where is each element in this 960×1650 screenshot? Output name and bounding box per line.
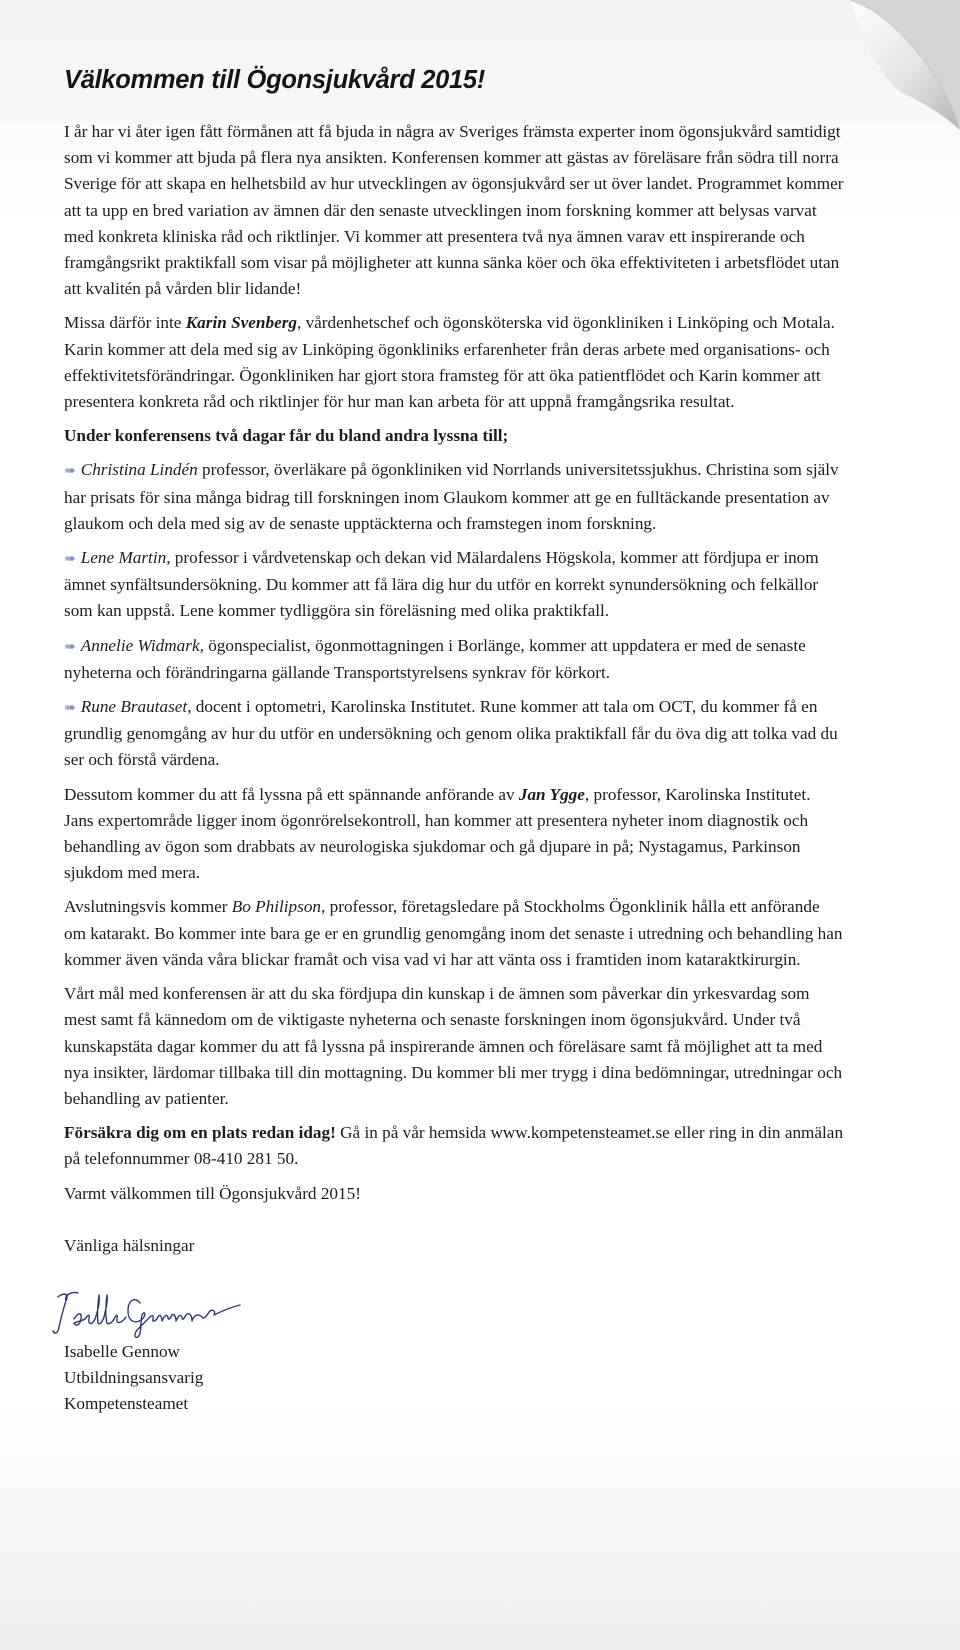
speaker-text: , docent i optometri, Karolinska Institutet. Rune kommer att tala om OCT, du kommer få en grundlig genomgång av hur du utför en undersökning och genom olika praktikfall får du öva dig att tolka vad du ser och förstå värdena. (64, 697, 838, 770)
speakers-heading: Under konferensens två dagar får du bland andra lyssna till; (64, 426, 509, 446)
right-arrow-icon: ➠ (64, 463, 76, 480)
speaker-name: Annelie Widmark, (80, 635, 204, 655)
page-curl-decoration (850, 0, 960, 130)
cta-bold: Försäkra dig om en plats redan idag! (64, 1123, 336, 1143)
speaker-item (64, 545, 844, 625)
signer-organization: Kompetensteamet (64, 1394, 189, 1414)
speaker-name: Christina Lindén (80, 460, 198, 480)
signer-role: Utbildningsansvarig (64, 1368, 204, 1388)
speaker-name: Lene Martin (80, 548, 167, 568)
welcome-line: Varmt välkommen till Ögonsjukvård 2015! (64, 1183, 361, 1203)
karin-paragraph (64, 310, 844, 415)
speaker-name-karin: Karin Svenberg (185, 313, 297, 333)
greeting: Vänliga hälsningar (64, 1235, 195, 1255)
speaker-item (64, 694, 844, 774)
speaker-text: , professor i vårdvetenskap och dekan vid Mälardalens Högskola, kommer att fördjupa er inom ämnet synfältsundersökning. Du kommer att få lära dig hur du utför en korrekt synundersökning och felkällor som kan uppstå. Lene kommer tydliggöra sin föreläsning med olika praktikfall. (64, 548, 819, 621)
page-title: Välkommen till Ögonsjukvård 2015! (64, 66, 485, 94)
speaker-name-jan: Jan Ygge (518, 784, 585, 804)
intro-paragraph: I år har vi åter igen fått förmånen att få bjuda in några av Sveriges främsta experter inom ögonsjukvård samtidigt som vi kommer att bjuda på flera nya ansikten. Konferensen kommer att gästas av föreläsare från södra till norra Sverige för att skapa en helhetsbild av hur utvecklingen av ögonsjukvård ser ut över landet. Programmet kommer att ta upp en bred variation av ämnen där den senaste utvecklingen inom forskning kommer att belysas varvat med konkreta kliniska råd och riktlinjer. Vi kommer att presentera två nya ämnen varav ett inspirerande och framgångsrikt praktikfall som visar på möjligheter att kunna sänka köer och öka effektiviteten i arbetsflödet utan att kvalitén på vården blir lidande! (64, 122, 844, 299)
speaker-item (64, 633, 844, 686)
handwritten-signature (52, 1289, 242, 1339)
signature-block (64, 1339, 844, 1418)
cta-text: Gå in på vår hemsida www.kompetensteamet.se eller ring in din anmälan på telefonnummer 08-410 281 50. (64, 1123, 844, 1169)
speaker-text: professor, överläkare på ögonkliniken vid Norrlands universitetssjukhus. Christina som själv har prisats för sina många bidrag till forskningen inom Glaukom kommer att ge en fulltäckande presentation av glaukom och dela med sig av de senaste upptäckterna och framstegen inom forskning. (64, 460, 839, 533)
letter-content (64, 66, 844, 1418)
karin-before: Missa därför inte (64, 313, 186, 333)
karin-after: , vårdenhetschef och ögonsköterska vid ögonkliniken i Linköping och Motala. Karin kommer att dela med sig av Linköping ögonkliniks erfarenheter från deras arbete med organisations- och effektivitetsförändringar. Ögonkliniken har gjort stora framsteg för att öka patientflödet och Karin kommer att presentera konkreta råd och riktlinjer för hur man kan arbeta för att uppnå framgångsrika resultat. (64, 313, 835, 412)
jan-paragraph: Dessutom kommer du att få lyssna på ett spännande anförande av Jan Ygge, professor, Karolinska Institutet. Jans expertområde ligger inom ögonrörelsekontroll, han kommer att presentera nyheter inom diagnostik och behandling av ögon som drabbats av neurologiska sjukdomar och gå djupare in på; Nystagamus, Parkinson sjukdom med mera. (64, 784, 811, 883)
bo-paragraph: Avslutningsvis kommer Bo Philipson, professor, företagsledare på Stockholms Ögonklinik hålla ett anförande om katarakt. Bo kommer inte bara ge er en grundlig genomgång inom det senaste i utredning och behandling han kommer även vända våra blickar framåt och visa vad vi har att vänta oss i framtiden inom kataraktkirurgin. (64, 897, 843, 969)
signer-name: Isabelle Gennow (64, 1341, 180, 1361)
speaker-text: ögonspecialist, ögonmottagningen i Borlänge, kommer att uppdatera er med de senaste nyheterna och förändringarna gällande Transportstyrelsens synkrav för körkort. (64, 635, 806, 682)
speaker-item (64, 457, 844, 537)
speaker-name: Rune Brautaset (80, 697, 188, 717)
right-arrow-icon: ➠ (64, 551, 76, 568)
cta-paragraph (64, 1120, 844, 1172)
goal-paragraph: Vårt mål med konferensen är att du ska fördjupa din kunskap i de ämnen som påverkar din yrkesvardag som mest samt få kännedom om de viktigaste nyheterna och senaste forskningen inom ögonsjukvård. Under två kunskapstäta dagar kommer du att få lyssna på inspirerande ämnen och föreläsare samt få möjlighet att ta med nya insikter, lärdomar tillbaka till din mottagning. Du kommer bli mer trygg i dina bedömningar, utredningar och behandling av patienter. (64, 984, 843, 1108)
right-arrow-icon: ➠ (64, 700, 76, 717)
right-arrow-icon: ➠ (64, 638, 76, 655)
speaker-name-bo: Bo Philipson (231, 897, 322, 917)
